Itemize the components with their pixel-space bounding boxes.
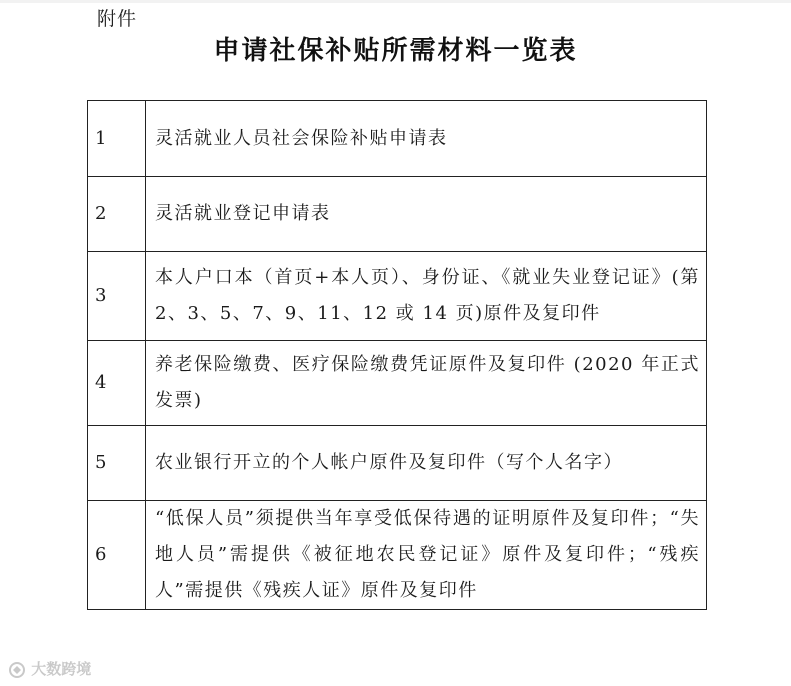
row-number: 2 <box>88 177 146 252</box>
watermark <box>8 658 91 679</box>
row-description: 养老保险缴费、医疗保险缴费凭证原件及复印件 (2020 年正式发票) <box>146 341 707 426</box>
row-description: 农业银行开立的个人帐户原件及复印件（写个人名字） <box>146 426 707 501</box>
table-row <box>88 101 707 177</box>
row-description: 灵活就业登记申请表 <box>146 177 707 252</box>
table-row <box>88 501 707 610</box>
table-row <box>88 177 707 252</box>
attachment-label: 附件 <box>97 8 138 30</box>
top-edge-bar <box>0 0 791 3</box>
materials-table <box>87 100 707 610</box>
table-row <box>88 252 707 341</box>
row-number: 6 <box>88 501 146 610</box>
row-number: 4 <box>88 341 146 426</box>
table-row <box>88 426 707 501</box>
watermark-logo-icon <box>8 661 26 679</box>
document-title: 申请社保补贴所需材料一览表 <box>213 36 578 66</box>
watermark-text: 大数跨境 <box>31 660 92 678</box>
table-row <box>88 341 707 426</box>
row-number: 3 <box>88 252 146 341</box>
row-description: 灵活就业人员社会保险补贴申请表 <box>146 101 707 177</box>
row-description: 本人户口本（首页+本人页）、身份证、《就业失业登记证》(第 2、3、5、7、9、11、12 或 14 页)原件及复印件 <box>146 252 707 341</box>
row-description: “低保人员”须提供当年享受低保待遇的证明原件及复印件；“失地人员”需提供《被征地农民登记证》原件及复印件；“残疾人”需提供《残疾人证》原件及复印件 <box>146 501 707 610</box>
row-number: 5 <box>88 426 146 501</box>
row-number: 1 <box>88 101 146 177</box>
